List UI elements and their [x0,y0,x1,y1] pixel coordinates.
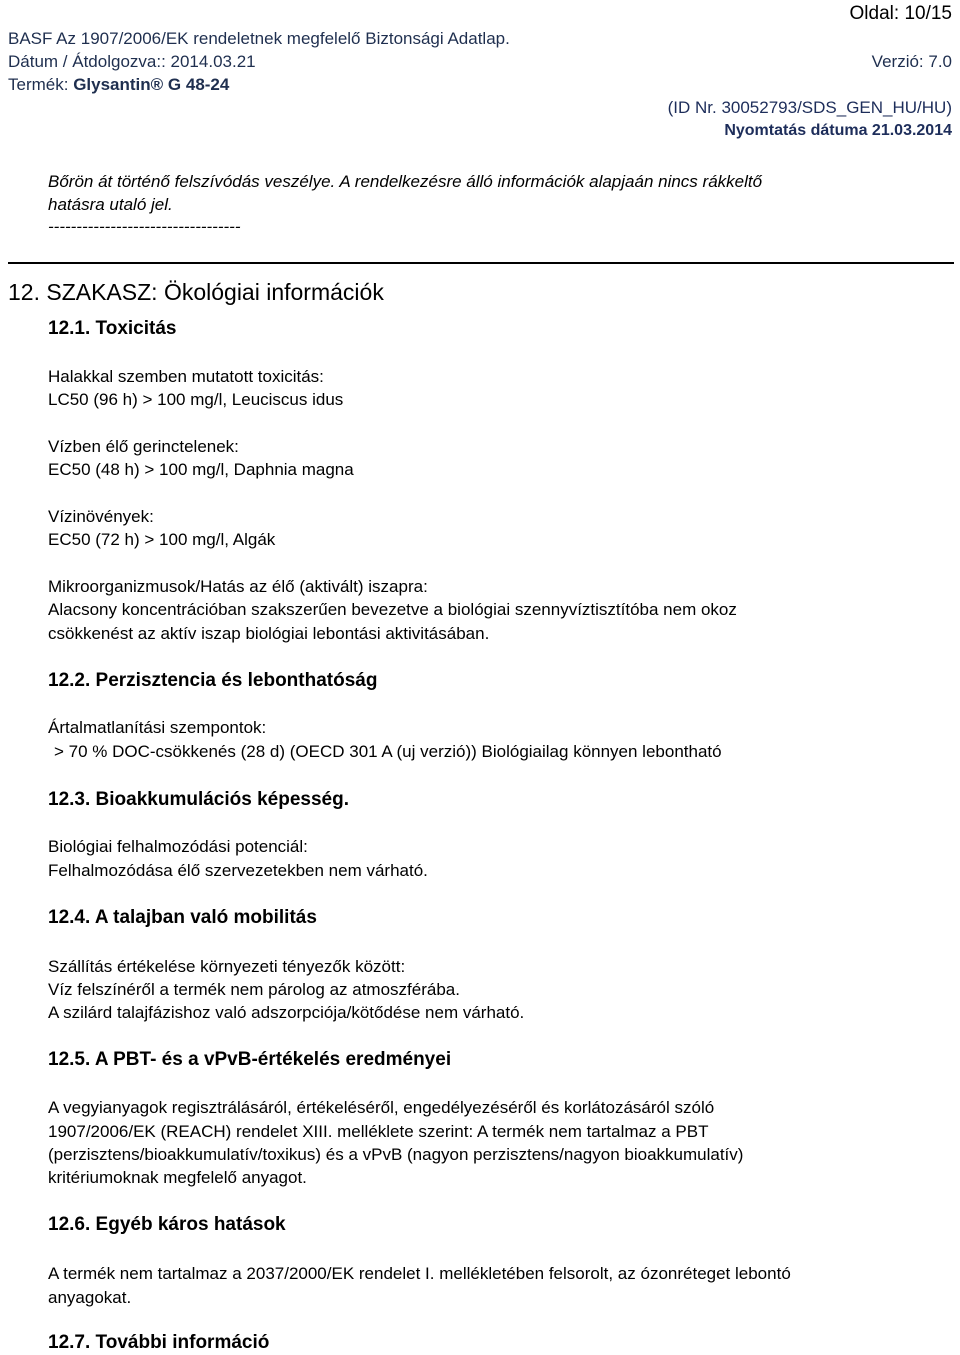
version: Verzió: 7.0 [871,52,952,71]
revision-date: Dátum / Átdolgozva:: 2014.03.21 [8,52,256,71]
heading-12-2: 12.2. Perzisztencia és lebonthatóság [48,670,378,691]
pbt-line-3: (perzisztens/bioakkumulatív/toxikus) és a vPvB (nagyon perzisztens/nagyon bioakkumulatív) [48,1145,744,1164]
mobility-line-2: A szilárd talajfázishoz való adszorpciója/kötődése nem várható. [48,1003,525,1022]
id-number: (ID Nr. 30052793/SDS_GEN_HU/HU) [667,98,952,117]
intro-dashes: ---------------------------------- [48,217,241,236]
other-effects-line-2: anyagokat. [48,1288,132,1307]
degradation-value: > 70 % DOC-csökkenés (28 d) (OECD 301 A (uj verzió)) Biológiailag könnyen lebontható [54,742,722,761]
print-date: Nyomtatás dátuma 21.03.2014 [724,122,952,139]
aquatic-plants-value: EC50 (72 h) > 100 mg/l, Algák [48,530,276,549]
intro-line-2: hatásra utaló jel. [48,195,173,214]
mobility-label: Szállítás értékelése környezeti tényezők között: [48,957,406,976]
product-name: Glysantin® G 48-24 [73,75,230,94]
heading-12-4: 12.4. A talajban való mobilitás [48,907,317,928]
pbt-line-1: A vegyianyagok regisztrálásáról, értékeléséről, engedélyezéséről és korlátozásáról szóló [48,1098,715,1117]
aquatic-plants-label: Vízinövények: [48,507,154,526]
fish-toxicity-label: Halakkal szemben mutatott toxicitás: [48,367,324,386]
bioaccumulation-label: Biológiai felhalmozódási potenciál: [48,837,308,856]
other-effects-line-1: A termék nem tartalmaz a 2037/2000/EK rendelet I. mellékletében felsorolt, az ózonréteget lebontó [48,1264,791,1283]
heading-12-1: 12.1. Toxicitás [48,318,177,339]
heading-12-7: 12.7. További információ [48,1332,270,1353]
microorganisms-label: Mikroorganizmusok/Hatás az élő (aktivált) iszapra: [48,577,428,596]
microorganisms-line-2: csökkenést az aktív iszap biológiai lebontási aktivitásában. [48,624,490,643]
section-title: 12. SZAKASZ: Ökológiai információk [8,279,384,305]
product-line [8,75,229,95]
fish-toxicity-value: LC50 (96 h) > 100 mg/l, Leuciscus idus [48,390,344,409]
invertebrate-label: Vízben élő gerinctelenek: [48,437,239,456]
microorganisms-line-1: Alacsony koncentrációban szakszerűen bevezetve a biológiai szennyvíztisztítóba nem okoz [48,600,737,619]
mobility-line-1: Víz felszínéről a termék nem párolog az atmoszférába. [48,980,460,999]
page-number: Oldal: 10/15 [849,3,952,24]
heading-12-3: 12.3. Bioakkumulációs képesség. [48,789,349,810]
disposal-label: Ártalmatlanítási szempontok: [48,718,267,737]
bioaccumulation-value: Felhalmozódása élő szervezetekben nem várható. [48,861,428,880]
section-divider [8,262,954,264]
invertebrate-value: EC50 (48 h) > 100 mg/l, Daphnia magna [48,460,354,479]
regulation-title: BASF Az 1907/2006/EK rendeletnek megfelelő Biztonsági Adatlap. [8,29,510,48]
heading-12-6: 12.6. Egyéb káros hatások [48,1214,286,1235]
pbt-line-2: 1907/2006/EK (REACH) rendelet XIII. melléklete szerint: A termék nem tartalmaz a PBT [48,1122,709,1141]
pbt-line-4: kritériumoknak megfelelő anyagot. [48,1168,307,1187]
product-label: Termék: [8,75,69,94]
heading-12-5: 12.5. A PBT- és a vPvB-értékelés eredményei [48,1049,452,1070]
intro-line-1: Bőrön át történő felszívódás veszélye. A rendelkezésre álló információk alapjaán nincs rákkeltő [48,172,763,191]
